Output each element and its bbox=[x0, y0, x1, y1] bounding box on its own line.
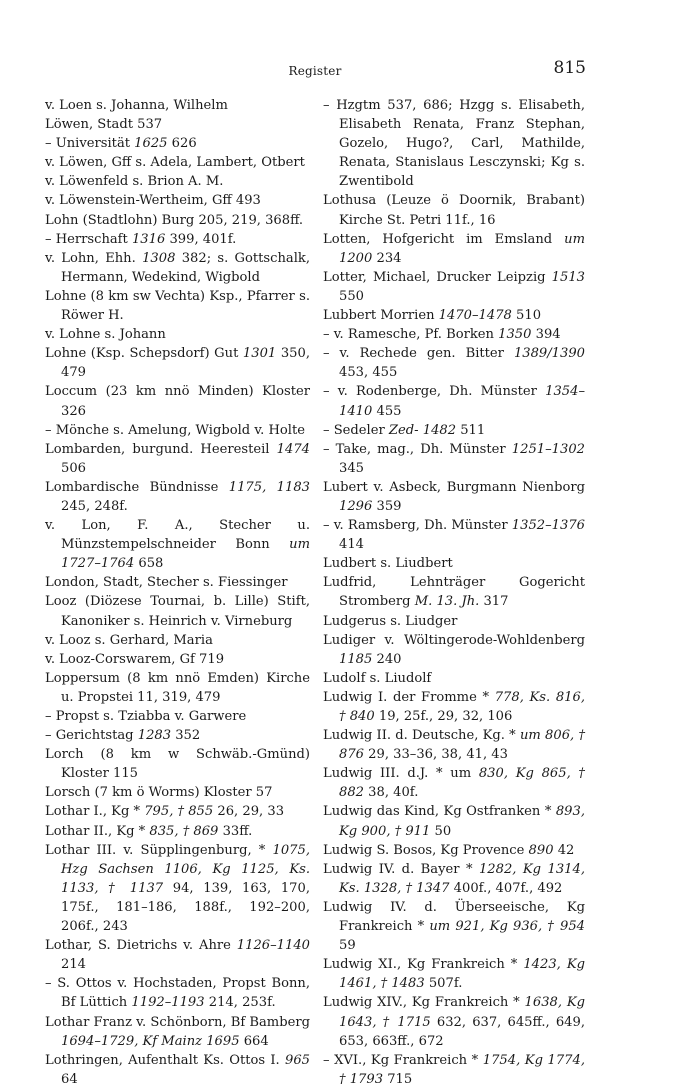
index-entry: Ludwig S. Bosos, Kg Provence 890 42 bbox=[323, 842, 575, 858]
index-entry: Lohne (Ksp. Schepsdorf) Gut 1301 350, 479 bbox=[45, 346, 310, 381]
index-entry: Ludwig XI., Kg Frankreich * 1423, Kg 1461, † 1483 507f. bbox=[323, 957, 586, 992]
index-entry: Ludwig II. d. Deutsche, Kg. * um 806, † 876 29, 33–36, 38, 41, 43 bbox=[323, 728, 585, 763]
index-entry: Ludwig IV. d. Überseeische, Kg Frankreich * um 921, Kg 936, † 954 59 bbox=[323, 899, 585, 954]
index-entry: Lothusa (Leuze ö Doornik, Brabant) Kirche St. Petri 11f., 16 bbox=[323, 193, 585, 228]
index-entry: Looz (Diözese Tournai, b. Lille) Stift, Kanoniker s. Heinrich v. Virneburg bbox=[45, 594, 310, 629]
index-entry: – v. Ramesche, Pf. Borken 1350 394 bbox=[323, 327, 561, 343]
index-entry: v. Löwen, Gff s. Adela, Lambert, Otbert bbox=[45, 155, 305, 171]
index-entry: Ludolf s. Liudolf bbox=[323, 670, 432, 686]
index-entry: – XVI., Kg Frankreich * 1754, Kg 1774, † 1793 715 bbox=[323, 1052, 585, 1087]
index-entry: Lothar Franz v. Schönborn, Bf Bamberg 1694–1729, Kf Mainz 1695 664 bbox=[45, 1014, 310, 1049]
index-entry: Ludbert s. Liudbert bbox=[323, 556, 453, 572]
index-entry: Lombarden, burgund. Heeresteil 1474 506 bbox=[45, 441, 310, 476]
index-entry: v. Lon, F. A., Stecher u. Münzstempelschneider Bonn um 1727–1764 658 bbox=[45, 518, 310, 572]
index-entry: – v. Rodenberge, Dh. Münster 1354–1410 455 bbox=[323, 384, 585, 419]
index-entry: Ludwig das Kind, Kg Ostfranken * 893, Kg 900, † 911 50 bbox=[323, 804, 585, 839]
index-entry: Ludwig III. d.J. * um 830, Kg 865, † 882 38, 40f. bbox=[323, 766, 585, 801]
index-entry: – Take, mag., Dh. Münster 1251–1302 345 bbox=[323, 441, 585, 476]
index-entry: – v. Ramsberg, Dh. Münster 1352–1376 414 bbox=[323, 518, 585, 553]
index-entry: Ludfrid, Lehnträger Gogericht Stromberg M. 13. Jh. 317 bbox=[323, 575, 585, 610]
index-entry: – v. Rechede gen. Bitter 1389/1390 453, 455 bbox=[323, 346, 585, 381]
index-entry: v. Lohn, Ehh. 1308 382; s. Gottschalk, Hermann, Wedekind, Wigbold bbox=[45, 250, 311, 285]
index-entry: Lothar III. v. Süpplingenburg, * 1075, Hzg Sachsen 1106, Kg 1125, Ks. 1133, † 1137 94, 139, 163, 170, 175f., 181–186, 188f., 192–200, 206f., 243 bbox=[45, 842, 310, 935]
index-column-right bbox=[323, 96, 585, 1089]
index-entry: Lubert v. Asbeck, Burgmann Nienborg 1296 359 bbox=[323, 479, 585, 514]
index-entry: Lombardische Bündnisse 1175, 1183 245, 248f. bbox=[45, 479, 310, 514]
index-entry: Lubbert Morrien 1470–1478 510 bbox=[323, 308, 542, 324]
index-entry: – Hzgtm 537, 686; Hzgg s. Elisabeth, Elisabeth Renata, Franz Stephan, Gozelo, Hugo?, Carl, Mathilde, Renata, Stanislaus Lesczynski; Kg s. Zwentibold bbox=[323, 98, 585, 190]
index-entry: – Herrschaft 1316 399, 401f. bbox=[45, 231, 237, 247]
index-entry: Loccum (23 km nnö Minden) Kloster 326 bbox=[45, 384, 310, 419]
index-column-left bbox=[45, 96, 310, 1089]
index-entry: Lothar, S. Dietrichs v. Ahre 1126–1140 214 bbox=[45, 938, 310, 973]
index-entry: – Propst s. Tziabba v. Garwere bbox=[45, 709, 247, 724]
index-entry: Ludiger v. Wöltingerode-Wohldenberg 1185 240 bbox=[323, 632, 585, 667]
index-entry: – Sedeler Zed- 1482 511 bbox=[323, 422, 486, 438]
index-entry: Ludwig I. der Fromme * 778, Ks. 816, † 840 19, 25f., 29, 32, 106 bbox=[323, 689, 586, 724]
index-entry: Lothar II., Kg * 835, † 869 33ff. bbox=[45, 823, 253, 839]
index-entry: v. Looz-Corswarem, Gf 719 bbox=[45, 651, 225, 667]
index-entry: Lorch (8 km w Schwäb.-Gmünd) Kloster 115 bbox=[45, 747, 310, 782]
index-entry: Lotter, Michael, Drucker Leipzig 1513 550 bbox=[323, 269, 585, 304]
page-number: 815 bbox=[553, 58, 586, 78]
running-head: Register bbox=[288, 64, 342, 78]
index-entry: Loppersum (8 km nnö Emden) Kirche u. Propstei 11, 319, 479 bbox=[45, 670, 310, 705]
index-entry: – Gerichtstag 1283 352 bbox=[45, 728, 201, 744]
index-entry: Ludwig XIV., Kg Frankreich * 1638, Kg 1643, † 1715 632, 637, 645ff., 649, 653, 663ff., 672 bbox=[323, 995, 585, 1049]
index-entry: v. Loen s. Johanna, Wilhelm bbox=[45, 98, 228, 113]
index-entry: Lothringen, Aufenthalt Ks. Ottos I. 965 64 bbox=[45, 1052, 310, 1087]
index-entry: – Mönche s. Amelung, Wigbold v. Holte bbox=[45, 422, 305, 438]
index-entry: Löwen, Stadt 537 bbox=[45, 117, 163, 133]
index-entry: v. Löwenstein-Wertheim, Gff 493 bbox=[45, 193, 261, 209]
index-entry: Ludwig IV. d. Bayer * 1282, Kg 1314, Ks. 1328, † 1347 400f., 407f., 492 bbox=[323, 861, 585, 896]
index-entry: v. Looz s. Gerhard, Maria bbox=[45, 632, 213, 648]
index-entry: Lorsch (7 km ö Worms) Kloster 57 bbox=[45, 785, 273, 801]
index-entry: v. Lohne s. Johann bbox=[45, 327, 166, 343]
index-entry: Ludgerus s. Liudger bbox=[323, 613, 458, 629]
index-entry: – Universität 1625 626 bbox=[45, 136, 197, 152]
index-entry: London, Stadt, Stecher s. Fiessinger bbox=[45, 575, 288, 591]
index-entry: Lohne (8 km sw Vechta) Ksp., Pfarrer s. Röwer H. bbox=[45, 288, 310, 324]
index-entry: v. Löwenfeld s. Brion A. M. bbox=[45, 174, 224, 190]
index-entry: Lothar I., Kg * 795, † 855 26, 29, 33 bbox=[45, 804, 285, 820]
index-entry: Lotten, Hofgericht im Emsland um 1200 234 bbox=[323, 231, 585, 266]
index-entry: Lohn (Stadtlohn) Burg 205, 219, 368ff. bbox=[45, 212, 304, 228]
index-entry: – S. Ottos v. Hochstaden, Propst Bonn, Bf Lüttich 1192–1193 214, 253f. bbox=[45, 976, 310, 1011]
